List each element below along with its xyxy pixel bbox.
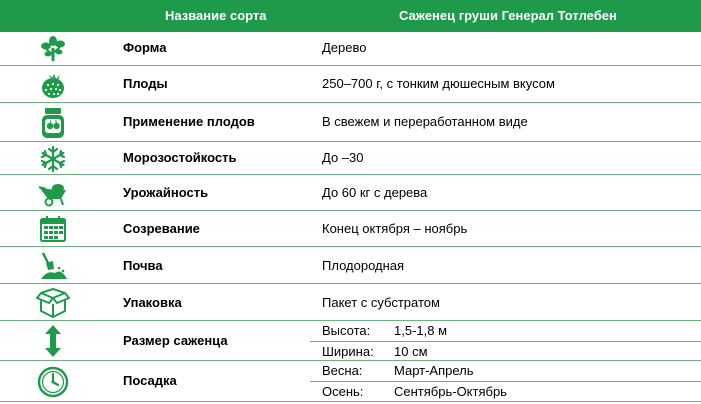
spring-value: Март-Апрель <box>394 363 474 378</box>
calendar-icon <box>36 211 70 247</box>
spring-subrow <box>310 361 701 381</box>
row-value: Плодородная <box>322 258 405 273</box>
row-value: Дерево <box>322 40 367 55</box>
snowflake-icon <box>36 142 70 175</box>
fruit-icon <box>36 66 70 103</box>
row-label: Посадка <box>123 373 177 388</box>
table-row <box>0 321 701 361</box>
row-value: До –30 <box>322 150 364 165</box>
table-row <box>0 103 701 142</box>
row-label: Морозостойкость <box>123 150 237 165</box>
row-label: Применение плодов <box>123 114 255 129</box>
box-icon <box>36 284 70 321</box>
row-label: Плоды <box>123 76 168 91</box>
row-value: Конец октября – ноябрь <box>322 221 468 236</box>
width-subrow <box>310 341 701 361</box>
header-variety-value: Саженец груши Генерал Тотлебен <box>399 8 617 23</box>
row-value: В свежем и переработанном виде <box>322 114 528 129</box>
autumn-label: Осень: <box>322 384 364 399</box>
height-value: 1,5-1,8 м <box>394 323 448 338</box>
spring-label: Весна: <box>322 363 363 378</box>
autumn-subrow <box>310 381 701 401</box>
row-label: Почва <box>123 258 163 273</box>
width-label: Ширина: <box>322 344 374 359</box>
table-row <box>0 211 701 247</box>
table-row <box>0 247 701 284</box>
row-label: Созревание <box>123 221 200 236</box>
tree-icon <box>36 32 70 66</box>
updown-arrow-icon <box>36 321 70 361</box>
table-row <box>0 66 701 103</box>
row-value: Пакет с субстратом <box>322 295 440 310</box>
shovel-soil-icon <box>36 247 70 284</box>
clock-icon <box>36 361 70 402</box>
table-row <box>0 284 701 321</box>
header-variety-label: Название сорта <box>165 8 267 23</box>
row-value: 250–700 г, с тонким дюшесным вкусом <box>322 76 555 91</box>
height-subrow <box>310 321 701 341</box>
jar-icon <box>36 103 70 142</box>
table-row <box>0 32 701 66</box>
row-label: Урожайность <box>123 185 209 200</box>
row-label: Форма <box>123 40 167 55</box>
width-value: 10 см <box>394 344 428 359</box>
table-row <box>0 142 701 175</box>
row-label: Упаковка <box>123 295 182 310</box>
wheelbarrow-icon <box>36 175 70 211</box>
row-label: Размер саженца <box>123 333 228 348</box>
table-header <box>0 0 701 32</box>
table-row <box>0 361 701 402</box>
height-label: Высота: <box>322 323 371 338</box>
table-row <box>0 175 701 211</box>
row-value: До 60 кг с дерева <box>322 185 428 200</box>
autumn-value: Сентябрь-Октябрь <box>394 384 507 399</box>
